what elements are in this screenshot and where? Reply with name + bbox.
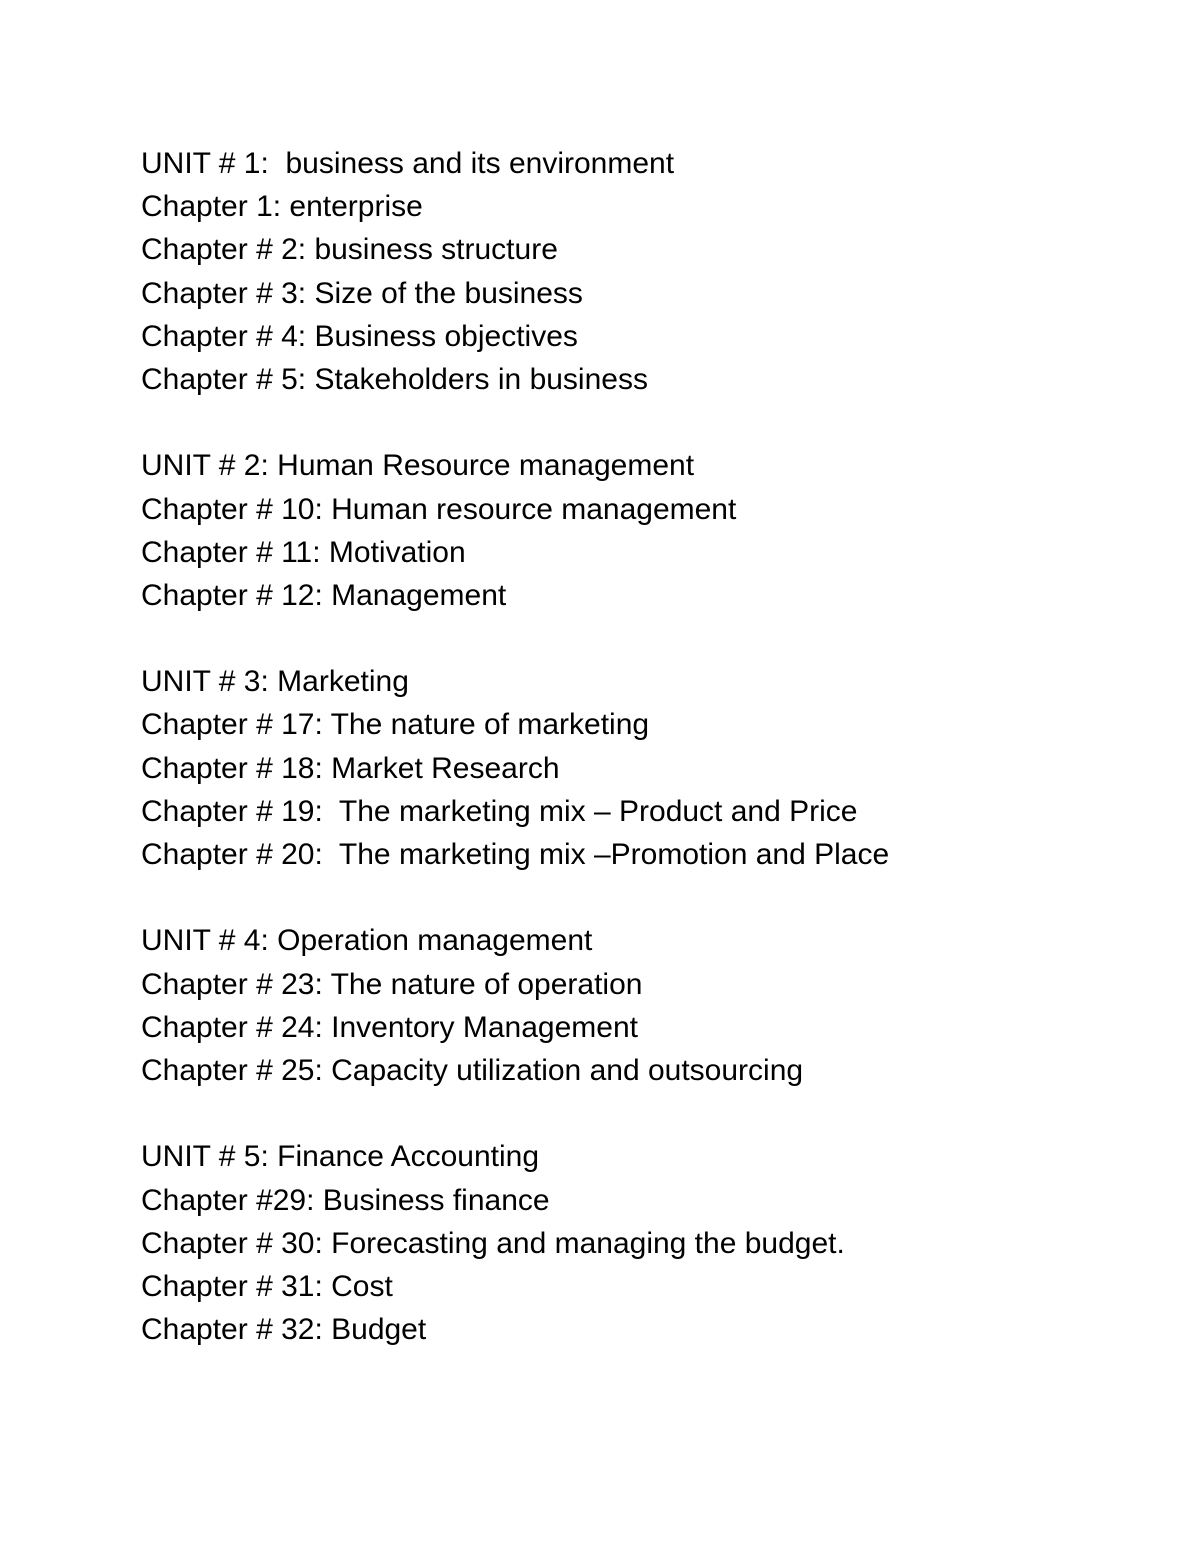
chapter-item: Chapter # 23: The nature of operation xyxy=(141,967,643,1001)
chapter-item: Chapter # 31: Cost xyxy=(141,1269,393,1303)
chapter-item: Chapter # 19: The marketing mix – Product and Price xyxy=(141,794,858,828)
chapter-item: Chapter # 3: Size of the business xyxy=(141,276,583,310)
chapter-item: Chapter # 4: Business objectives xyxy=(141,319,578,353)
chapter-item: Chapter 1: enterprise xyxy=(141,190,423,224)
chapter-item: Chapter # 11: Motivation xyxy=(141,535,466,569)
chapter-item: Chapter # 5: Stakeholders in business xyxy=(141,362,648,396)
unit-title: UNIT # 1: business and its environment xyxy=(141,147,675,180)
chapter-item: Chapter #29: Business finance xyxy=(141,1183,550,1217)
chapter-item: Chapter # 32: Budget xyxy=(141,1313,427,1347)
chapter-item: Chapter # 10: Human resource management xyxy=(141,492,737,526)
document-page xyxy=(141,142,1141,1351)
section-spacer xyxy=(141,876,1141,919)
chapter-item: Chapter # 18: Market Research xyxy=(141,751,560,785)
chapter-item: Chapter # 20: The marketing mix –Promotion and Place xyxy=(141,838,890,871)
section-spacer xyxy=(141,1092,1141,1135)
unit-title: UNIT # 3: Marketing xyxy=(141,665,409,699)
unit-section-3 xyxy=(141,660,1141,876)
section-spacer xyxy=(141,617,1141,660)
unit-section-2 xyxy=(141,444,1141,617)
unit-title: UNIT # 5: Finance Accounting xyxy=(141,1140,539,1174)
section-spacer xyxy=(141,401,1141,444)
chapter-item: Chapter # 12: Management xyxy=(141,578,507,612)
chapter-item: Chapter # 17: The nature of marketing xyxy=(141,708,650,742)
unit-section-5 xyxy=(141,1135,1141,1351)
chapter-item: Chapter # 24: Inventory Management xyxy=(141,1010,638,1044)
chapter-item: Chapter # 30: Forecasting and managing the budget. xyxy=(141,1226,845,1260)
unit-section-1 xyxy=(141,142,1141,401)
chapter-item: Chapter # 2: business structure xyxy=(141,233,558,267)
unit-section-4 xyxy=(141,919,1141,1092)
chapter-item: Chapter # 25: Capacity utilization and outsourcing xyxy=(141,1053,804,1087)
unit-title: UNIT # 2: Human Resource management xyxy=(141,449,695,483)
unit-title: UNIT # 4: Operation management xyxy=(141,924,593,958)
